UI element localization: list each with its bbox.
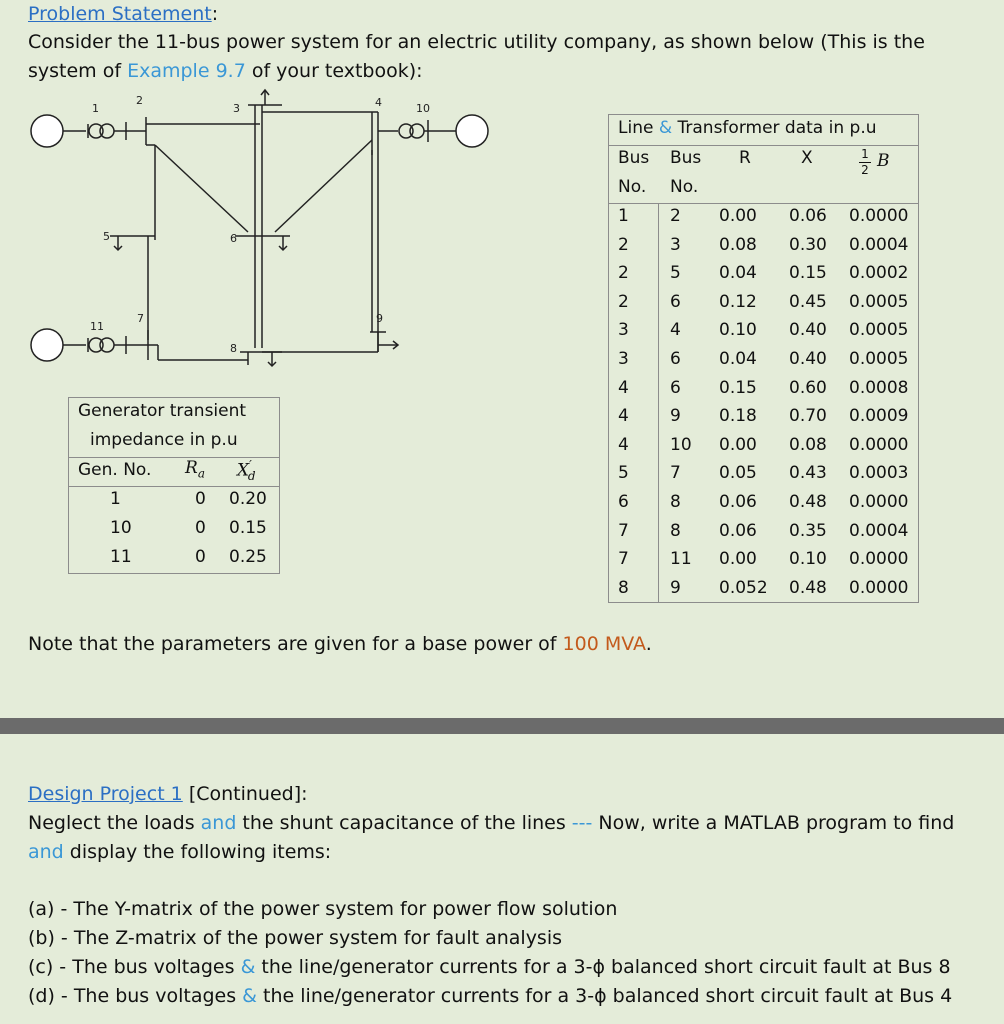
item-a: (a) - The Y-matrix of the power system for power flow solution <box>28 898 618 920</box>
problem-line-1: Consider the 11-bus power system for an electric utility company, as shown below (This is the <box>28 31 925 53</box>
header-bus-from: Bus <box>618 148 650 168</box>
gen-table-cell: 1 <box>110 489 121 509</box>
transformer-10-winding-a <box>399 124 413 138</box>
bus-label-1: 1 <box>92 102 99 115</box>
line-table-cell: 4 <box>618 377 629 398</box>
line-table-cell: 0.0000 <box>849 434 909 455</box>
line-table-cell: 0.0005 <box>849 291 909 312</box>
bus-label-7: 7 <box>137 312 144 325</box>
item-b: (b) - The Z-matrix of the power system for fault analysis <box>28 927 563 949</box>
bus-label-4: 4 <box>375 96 382 109</box>
line-table-cell: 0.0004 <box>849 520 909 541</box>
line-table-cell: 0.04 <box>719 349 757 369</box>
design-line-2: and display the following items: <box>28 841 332 863</box>
line-table-cell: 0.0008 <box>849 377 909 398</box>
bus-label-3: 3 <box>233 102 240 115</box>
line-table-cell: 2 <box>618 234 629 255</box>
line-table-cell: 4 <box>618 406 629 427</box>
line-table-cell: 0.10 <box>789 549 827 570</box>
transformer-11-winding-a <box>89 338 103 352</box>
line-table-cell: 0.05 <box>719 463 757 484</box>
line-table-cell: 0.08 <box>789 434 827 455</box>
generator-11-symbol <box>31 329 63 361</box>
transformer-11-winding-b <box>100 338 114 352</box>
design-panel <box>0 734 1004 1024</box>
line-table-cell: 0.18 <box>719 406 757 427</box>
line-table-cell: 0.15 <box>789 263 827 284</box>
header-b-numerator: 1 <box>861 147 869 161</box>
line-table-cell: 8 <box>670 492 681 512</box>
line-table-cell: 7 <box>618 549 629 570</box>
note-line: Note that the parameters are given for a base power of 100 MVA. <box>28 633 652 655</box>
header-bus-to-sub: No. <box>670 177 699 197</box>
line-table-cell: 0.06 <box>789 206 827 226</box>
line-table-cell: 11 <box>670 549 692 570</box>
line-table-cell: 0.10 <box>719 320 757 341</box>
line-table-cell: 10 <box>670 434 692 455</box>
gen-table-cell: 0.20 <box>229 489 267 509</box>
line-table-cell: 0.0004 <box>849 234 909 255</box>
bus-label-6: 6 <box>230 232 237 245</box>
header-b-symbol: B <box>877 151 890 171</box>
gen-table-title-2: impedance in p.u <box>90 430 238 450</box>
gen-table-cell: 0.15 <box>229 518 267 538</box>
line-table-cell: 0.06 <box>719 492 757 512</box>
line-table-cell: 0.0000 <box>849 206 909 226</box>
bus-label-2: 2 <box>136 94 143 107</box>
line-table-cell: 0.0009 <box>849 406 909 427</box>
line-table-cell: 0.0000 <box>849 492 909 512</box>
line-table-cell: 3 <box>618 320 629 341</box>
line-table-cell: 8 <box>670 520 681 541</box>
line-table-cell: 3 <box>670 234 681 255</box>
line-table-cell: 0.0000 <box>849 549 909 570</box>
line-table-cell: 2 <box>670 206 681 226</box>
design-heading-line: Design Project 1 [Continued]: <box>28 783 308 805</box>
line-table-cell: 0.00 <box>719 549 757 570</box>
heading-colon: : <box>211 3 219 25</box>
line-table-cell: 0.0005 <box>849 349 909 369</box>
gen-table-cell: 11 <box>110 547 132 567</box>
gen-header-ra: $R_a$ <box>185 458 205 481</box>
line-table-cell: 9 <box>670 577 681 598</box>
item-c: (c) - The bus voltages & the line/generator currents for a 3-ϕ balanced short circuit fault at Bus 8 <box>28 956 951 978</box>
line-table-cell: 4 <box>618 434 629 455</box>
transformer-10-winding-b <box>410 124 424 138</box>
gen-table-cell: 0 <box>195 489 206 509</box>
line-table-cell: 0.40 <box>789 349 827 369</box>
line-transformer-table <box>608 114 919 603</box>
line-table-cell: 6 <box>670 377 681 398</box>
gen-table-cell: 0 <box>195 518 206 538</box>
bus-label-11: 11 <box>90 320 104 333</box>
line-table-cell: 4 <box>670 320 681 341</box>
design-project-link[interactable]: Design Project 1 <box>28 783 183 805</box>
line-table-cell: 6 <box>670 291 681 312</box>
line-table-cell: 0.0003 <box>849 463 909 484</box>
transformer-1-winding-a <box>89 124 103 138</box>
line-table-cell: 0.04 <box>719 263 757 284</box>
transformer-1-winding-b <box>100 124 114 138</box>
problem-statement-link[interactable]: Problem Statement <box>28 3 212 25</box>
line-table-cell: 7 <box>670 463 681 484</box>
line-table-cell: 5 <box>618 463 629 484</box>
line-table-cell: 0.40 <box>789 320 827 341</box>
line-table-cell: 2 <box>618 291 629 312</box>
line-table-cell: 0.35 <box>789 520 827 541</box>
generator-10-symbol <box>456 115 488 147</box>
line-table-cell: 0.00 <box>719 434 757 455</box>
line-table-cell: 7 <box>618 520 629 541</box>
bus-label-8: 8 <box>230 342 237 355</box>
line-table-cell: 0.0005 <box>849 320 909 341</box>
header-bus-from-sub: No. <box>618 177 647 197</box>
line-table-cell: 3 <box>618 349 629 369</box>
line-table-cell: 0.60 <box>789 377 827 398</box>
line-table-cell: 0.0002 <box>849 263 909 284</box>
one-line-diagram <box>0 0 600 400</box>
line-table-cell: 9 <box>670 406 681 427</box>
header-b-denominator: 2 <box>861 163 869 177</box>
generator-table <box>68 397 280 574</box>
line-table-cell: 8 <box>618 577 629 598</box>
line-table-cell: 0.06 <box>719 520 757 541</box>
line-table-cell: 2 <box>618 263 629 284</box>
line-table-cell: 6 <box>618 492 629 512</box>
line2-post: of your textbook): <box>245 60 423 82</box>
line-table-cell: 1 <box>618 206 629 226</box>
line-table-cell: 0.70 <box>789 406 827 427</box>
gen-table-cell: 0.25 <box>229 547 267 567</box>
header-r: R <box>739 148 751 168</box>
line-table-cell: 0.00 <box>719 206 757 226</box>
line-table-cell: 0.0000 <box>849 577 909 598</box>
gen-header-number: Gen. No. <box>78 460 152 480</box>
header-half-b <box>857 145 907 179</box>
line-table-cell: 5 <box>670 263 681 284</box>
bus-label-5: 5 <box>103 230 110 243</box>
bus-labels <box>90 94 430 355</box>
line-table-cell: 0.43 <box>789 463 827 484</box>
gen-table-cell: 10 <box>110 518 132 538</box>
line2-pre: system of <box>28 60 128 82</box>
line-table-cell: 0.45 <box>789 291 827 312</box>
base-power-value: 100 MVA <box>562 633 646 655</box>
bus-label-9: 9 <box>376 312 383 325</box>
header-bus-to: Bus <box>670 148 702 168</box>
generator-1-symbol <box>31 115 63 147</box>
line-table-cell: 0.30 <box>789 234 827 255</box>
bus-label-10: 10 <box>416 102 430 115</box>
example-reference: Example 9.7 <box>127 60 246 82</box>
line-table-cell: 0.08 <box>719 234 757 255</box>
item-d: (d) - The bus voltages & the line/generator currents for a 3-ϕ balanced short circuit fault at Bus 4 <box>28 985 953 1007</box>
gen-table-cell: 0 <box>195 547 206 567</box>
line-table-cell: 6 <box>670 349 681 369</box>
line-table-title: Line & Transformer data in p.u <box>618 118 877 138</box>
section-divider <box>0 718 1004 734</box>
line-table-cell: 0.15 <box>719 377 757 398</box>
line-table-cell: 0.48 <box>789 577 827 598</box>
gen-header-xd: $X'_d$ <box>237 458 256 484</box>
line-table-cell: 0.48 <box>789 492 827 512</box>
gen-table-title-1: Generator transient <box>78 401 247 421</box>
line-table-cell: 0.052 <box>719 577 768 598</box>
header-x: X <box>801 148 813 168</box>
design-line-1: Neglect the loads and the shunt capacitance of the lines --- Now, write a MATLAB program to find <box>28 812 955 834</box>
line-table-cell: 0.12 <box>719 291 757 312</box>
